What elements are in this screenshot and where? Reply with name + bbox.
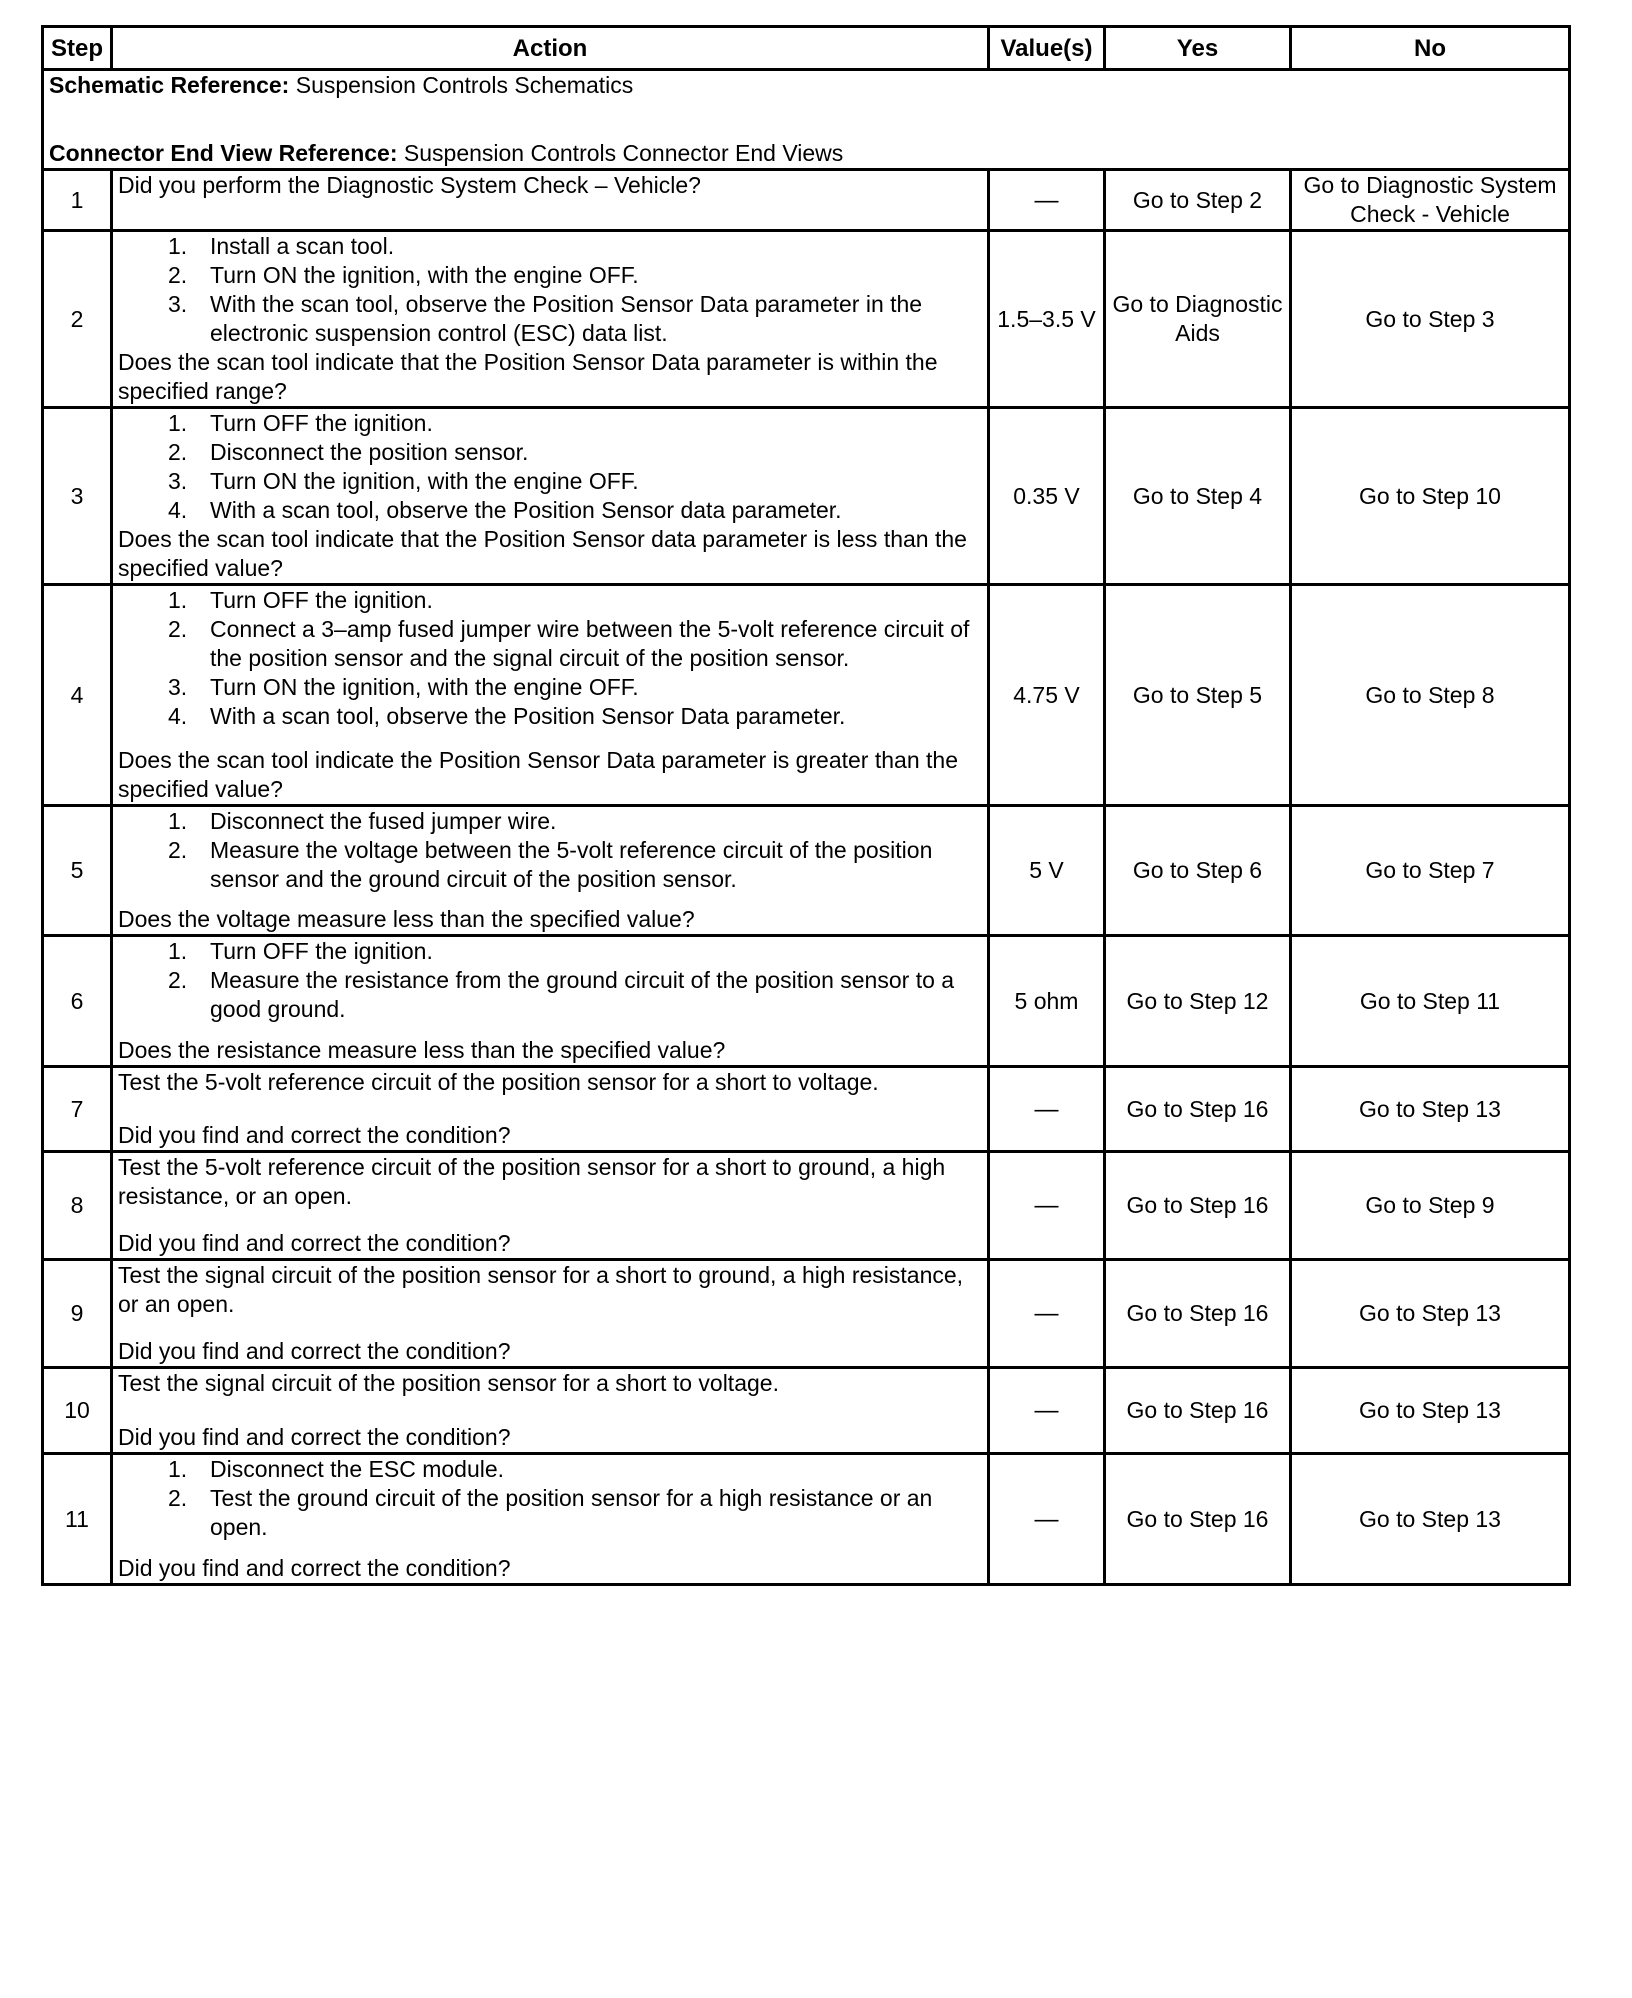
table-row bbox=[43, 1152, 1570, 1260]
table-row bbox=[43, 1260, 1570, 1368]
list-item: 4. With a scan tool, observe the Position Sensor Data parameter. bbox=[118, 702, 982, 731]
diagnostic-table bbox=[41, 25, 1571, 1586]
action-question: Does the resistance measure less than the specified value? bbox=[118, 1037, 726, 1063]
action-question: Did you find and correct the condition? bbox=[118, 1338, 511, 1364]
action-cell bbox=[112, 1454, 989, 1585]
action-step-text: Turn ON the ignition, with the engine OFF. bbox=[210, 674, 639, 700]
value-cell: — bbox=[989, 1454, 1105, 1585]
action-cell bbox=[112, 806, 989, 936]
header-row bbox=[43, 27, 1570, 70]
connector-reference-label: Connector End View Reference: bbox=[49, 140, 398, 166]
action-step-text: With a scan tool, observe the Position Sensor Data parameter. bbox=[210, 703, 846, 729]
action-cell bbox=[112, 1067, 989, 1152]
step-number: 10 bbox=[43, 1368, 112, 1454]
list-item: 3. Turn ON the ignition, with the engine OFF. bbox=[118, 467, 982, 496]
action-question: Did you find and correct the condition? bbox=[118, 1122, 511, 1148]
schematic-reference-label: Schematic Reference: bbox=[49, 72, 290, 98]
action-step-text: Disconnect the fused jumper wire. bbox=[210, 808, 557, 834]
no-cell: Go to Step 11 bbox=[1291, 936, 1570, 1067]
list-item: 2. Measure the resistance from the ground circuit of the position sensor to a good ground. bbox=[118, 966, 982, 1024]
list-item: 2. Disconnect the position sensor. bbox=[118, 438, 982, 467]
table-row bbox=[43, 1454, 1570, 1585]
value-cell: — bbox=[989, 1152, 1105, 1260]
list-item: 4. With a scan tool, observe the Position Sensor data parameter. bbox=[118, 496, 982, 525]
no-cell: Go to Step 3 bbox=[1291, 231, 1570, 408]
reference-row bbox=[43, 70, 1570, 170]
action-question: Does the voltage measure less than the specified value? bbox=[118, 906, 695, 932]
action-question: Did you find and correct the condition? bbox=[118, 1230, 511, 1256]
action-steps-list bbox=[118, 1455, 982, 1542]
value-cell: 5 V bbox=[989, 806, 1105, 936]
connector-reference-value: Suspension Controls Connector End Views bbox=[397, 140, 844, 166]
yes-cell: Go to Step 2 bbox=[1105, 170, 1291, 231]
action-step-text: Test the ground circuit of the position sensor for a high resistance or an open. bbox=[210, 1485, 933, 1540]
table-row bbox=[43, 231, 1570, 408]
header-yes: Yes bbox=[1105, 27, 1291, 70]
reference-cell bbox=[43, 70, 1570, 170]
step-number: 8 bbox=[43, 1152, 112, 1260]
action-instruction: Test the signal circuit of the position sensor for a short to voltage. bbox=[118, 1370, 779, 1396]
action-question: Did you perform the Diagnostic System Check – Vehicle? bbox=[118, 172, 701, 198]
action-question: Does the scan tool indicate the Position Sensor Data parameter is greater than the specified value? bbox=[118, 747, 958, 802]
header-no: No bbox=[1291, 27, 1570, 70]
value-cell: — bbox=[989, 1260, 1105, 1368]
action-cell bbox=[112, 936, 989, 1067]
no-cell: Go to Step 7 bbox=[1291, 806, 1570, 936]
step-number: 3 bbox=[43, 408, 112, 585]
value-cell: 0.35 V bbox=[989, 408, 1105, 585]
action-step-text: Turn OFF the ignition. bbox=[210, 938, 433, 964]
action-step-text: Turn ON the ignition, with the engine OFF. bbox=[210, 468, 639, 494]
step-number: 5 bbox=[43, 806, 112, 936]
no-cell: Go to Step 10 bbox=[1291, 408, 1570, 585]
no-cell: Go to Diagnostic System Check - Vehicle bbox=[1291, 170, 1570, 231]
list-item: 2. Connect a 3–amp fused jumper wire between the 5-volt reference circuit of the position sensor and the signal circuit of the position sensor. bbox=[118, 615, 982, 673]
value-cell: 1.5–3.5 V bbox=[989, 231, 1105, 408]
action-steps-list bbox=[118, 586, 982, 731]
list-item: 2. Measure the voltage between the 5-volt reference circuit of the position sensor and the ground circuit of the position sensor. bbox=[118, 836, 982, 894]
value-cell: — bbox=[989, 1067, 1105, 1152]
no-cell: Go to Step 13 bbox=[1291, 1368, 1570, 1454]
action-question: Does the scan tool indicate that the Position Sensor data parameter is less than the specified value? bbox=[118, 526, 967, 581]
yes-cell: Go to Step 12 bbox=[1105, 936, 1291, 1067]
action-step-text: Disconnect the ESC module. bbox=[210, 1456, 505, 1482]
action-question: Does the scan tool indicate that the Position Sensor Data parameter is within the specified range? bbox=[118, 349, 938, 404]
action-cell bbox=[112, 585, 989, 806]
action-steps-list bbox=[118, 937, 982, 1024]
header-action: Action bbox=[112, 27, 989, 70]
yes-cell: Go to Step 4 bbox=[1105, 408, 1291, 585]
action-steps-list bbox=[118, 232, 982, 348]
table-row bbox=[43, 806, 1570, 936]
step-number: 11 bbox=[43, 1454, 112, 1585]
list-item: 1. Turn OFF the ignition. bbox=[118, 409, 982, 438]
step-number: 4 bbox=[43, 585, 112, 806]
list-item: 2. Turn ON the ignition, with the engine OFF. bbox=[118, 261, 982, 290]
connector-reference bbox=[49, 139, 1563, 168]
action-cell bbox=[112, 1368, 989, 1454]
header-values: Value(s) bbox=[989, 27, 1105, 70]
step-number: 1 bbox=[43, 170, 112, 231]
action-step-text: Connect a 3–amp fused jumper wire between the 5-volt reference circuit of the position sensor and the signal circuit of the position sensor. bbox=[210, 616, 970, 671]
yes-cell: Go to Diagnostic Aids bbox=[1105, 231, 1291, 408]
yes-cell: Go to Step 5 bbox=[1105, 585, 1291, 806]
action-step-text: Disconnect the position sensor. bbox=[210, 439, 529, 465]
no-cell: Go to Step 13 bbox=[1291, 1067, 1570, 1152]
action-cell bbox=[112, 170, 989, 231]
yes-cell: Go to Step 16 bbox=[1105, 1152, 1291, 1260]
action-instruction: Test the 5-volt reference circuit of the position sensor for a short to ground, a high resistance, or an open. bbox=[118, 1154, 946, 1209]
no-cell: Go to Step 13 bbox=[1291, 1454, 1570, 1585]
value-cell: — bbox=[989, 170, 1105, 231]
yes-cell: Go to Step 16 bbox=[1105, 1260, 1291, 1368]
action-steps-list bbox=[118, 807, 982, 894]
step-number: 9 bbox=[43, 1260, 112, 1368]
list-item: 1. Install a scan tool. bbox=[118, 232, 982, 261]
list-item: 1. Disconnect the ESC module. bbox=[118, 1455, 982, 1484]
action-cell bbox=[112, 231, 989, 408]
list-item: 2. Test the ground circuit of the position sensor for a high resistance or an open. bbox=[118, 1484, 982, 1542]
yes-cell: Go to Step 16 bbox=[1105, 1368, 1291, 1454]
list-item: 1. Turn OFF the ignition. bbox=[118, 586, 982, 615]
table-row bbox=[43, 170, 1570, 231]
yes-cell: Go to Step 6 bbox=[1105, 806, 1291, 936]
action-step-text: Turn ON the ignition, with the engine OFF. bbox=[210, 262, 639, 288]
no-cell: Go to Step 13 bbox=[1291, 1260, 1570, 1368]
action-step-text: Measure the voltage between the 5-volt reference circuit of the position sensor and the ground circuit of the position sensor. bbox=[210, 837, 933, 892]
diagnostic-table-page bbox=[41, 25, 1568, 1586]
schematic-reference-value: Suspension Controls Schematics bbox=[289, 72, 634, 98]
action-cell bbox=[112, 1152, 989, 1260]
value-cell: 5 ohm bbox=[989, 936, 1105, 1067]
value-cell: 4.75 V bbox=[989, 585, 1105, 806]
yes-cell: Go to Step 16 bbox=[1105, 1067, 1291, 1152]
no-cell: Go to Step 9 bbox=[1291, 1152, 1570, 1260]
table-row bbox=[43, 936, 1570, 1067]
action-step-text: With a scan tool, observe the Position Sensor data parameter. bbox=[210, 497, 842, 523]
table-row bbox=[43, 1067, 1570, 1152]
step-number: 7 bbox=[43, 1067, 112, 1152]
action-cell bbox=[112, 1260, 989, 1368]
list-item: 3. Turn ON the ignition, with the engine OFF. bbox=[118, 673, 982, 702]
step-number: 6 bbox=[43, 936, 112, 1067]
action-step-text: With the scan tool, observe the Position Sensor Data parameter in the electronic suspension control (ESC) data list. bbox=[210, 291, 923, 346]
list-item: 3. With the scan tool, observe the Position Sensor Data parameter in the electronic suspension control (ESC) data list. bbox=[118, 290, 982, 348]
header-step: Step bbox=[43, 27, 112, 70]
list-item: 1. Turn OFF the ignition. bbox=[118, 937, 982, 966]
table-row bbox=[43, 1368, 1570, 1454]
action-instruction: Test the signal circuit of the position sensor for a short to ground, a high resistance, or an open. bbox=[118, 1262, 964, 1317]
action-steps-list bbox=[118, 409, 982, 525]
action-instruction: Test the 5-volt reference circuit of the position sensor for a short to voltage. bbox=[118, 1069, 879, 1095]
action-step-text: Install a scan tool. bbox=[210, 233, 395, 259]
value-cell: — bbox=[989, 1368, 1105, 1454]
action-step-text: Measure the resistance from the ground circuit of the position sensor to a good ground. bbox=[210, 967, 955, 1022]
action-step-text: Turn OFF the ignition. bbox=[210, 587, 433, 613]
action-cell bbox=[112, 408, 989, 585]
yes-cell: Go to Step 16 bbox=[1105, 1454, 1291, 1585]
list-item: 1. Disconnect the fused jumper wire. bbox=[118, 807, 982, 836]
table-row bbox=[43, 585, 1570, 806]
action-step-text: Turn OFF the ignition. bbox=[210, 410, 433, 436]
table-row bbox=[43, 408, 1570, 585]
action-question: Did you find and correct the condition? bbox=[118, 1555, 511, 1581]
step-number: 2 bbox=[43, 231, 112, 408]
no-cell: Go to Step 8 bbox=[1291, 585, 1570, 806]
action-question: Did you find and correct the condition? bbox=[118, 1424, 511, 1450]
schematic-reference bbox=[49, 71, 1563, 100]
